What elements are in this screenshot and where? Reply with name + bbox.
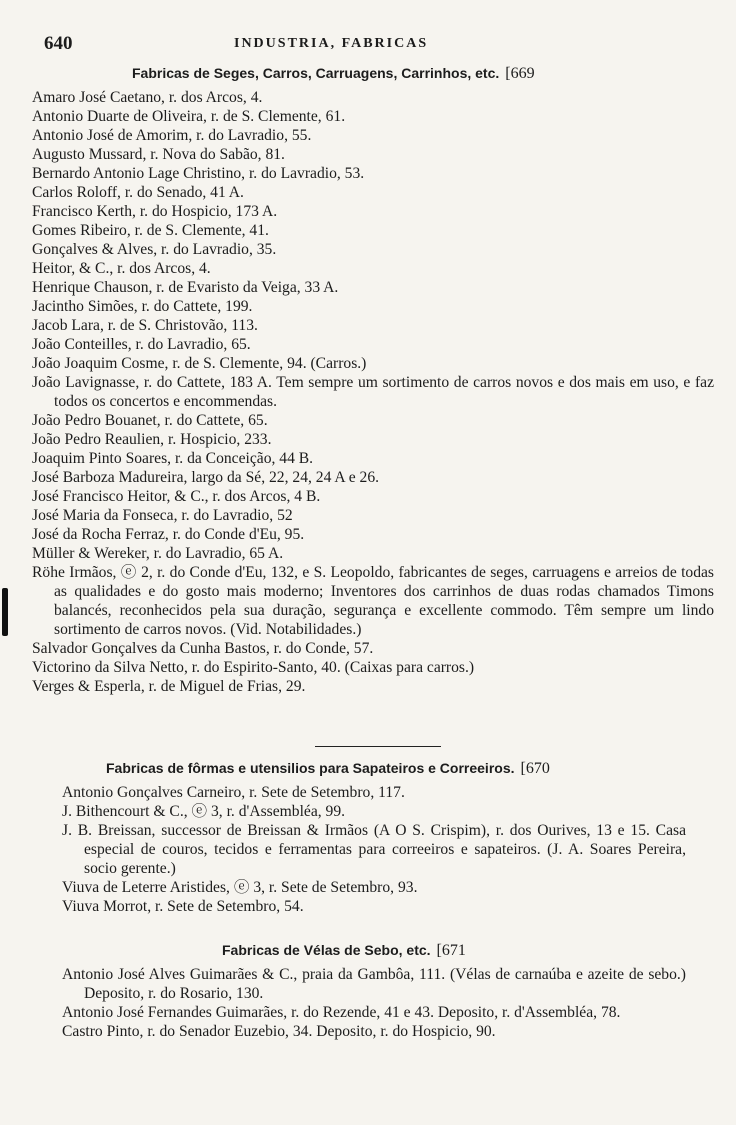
list-item: Röhe Irmãos, ⓔ 2, r. do Conde d'Eu, 132, e S. Leopoldo, fabricantes de seges, carruagens e arreios de todas as qualidades e do gosto mais moderno; Inventores dos carrinhos de duas rodas chamados Timons balancés, reconhecidos pela sua duração, segurança e excellente commodo. Têm sempre um lindo sortimento de carros novos. (Vid. Notabilidades.) [32, 564, 714, 638]
list-item: J. B. Breissan, successor de Breissan & Irmãos (A O S. Crispim), r. dos Ourives, 13 e 15. Casa especial de couros, tecidos e ferramentas para correeiros e sapateiros. (J. A. Soares Pereira, socio gerente.) [62, 822, 686, 877]
list-item: Joaquim Pinto Soares, r. da Conceição, 44 B. [32, 450, 314, 467]
section-ref: [671 [436, 942, 466, 959]
section-title: Fabricas de Vélas de Sebo, etc. [222, 942, 431, 958]
entry-list [62, 965, 686, 1041]
section-title: Fabricas de fôrmas e utensilios para Sapateiros e Correeiros. [106, 760, 515, 776]
list-item: Antonio José Fernandes Guimarães, r. do Rezende, 41 e 43. Deposito, r. d'Assembléa, 78. [62, 1004, 621, 1021]
running-head [44, 33, 700, 59]
list-item: José da Rocha Ferraz, r. do Conde d'Eu, 95. [32, 526, 305, 543]
list-item: Antonio Gonçalves Carneiro, r. Sete de Setembro, 117. [62, 784, 405, 801]
list-item: Carlos Roloff, r. do Senado, 41 A. [32, 184, 244, 201]
section-divider [315, 746, 441, 747]
list-item: Viuva Morrot, r. Sete de Setembro, 54. [62, 898, 304, 915]
list-item: Antonio Duarte de Oliveira, r. de S. Clemente, 61. [32, 108, 346, 125]
list-item: Antonio José Alves Guimarães & C., praia da Gambôa, 111. (Vélas de carnaúba e azeite de sebo.) Deposito, r. do Rosario, 130. [62, 966, 686, 1002]
list-item: Jacob Lara, r. de S. Christovão, 113. [32, 317, 258, 334]
entry-list [62, 783, 686, 916]
section-heading [0, 65, 736, 83]
list-item: Castro Pinto, r. do Senador Euzebio, 34. Deposito, r. do Hospicio, 90. [62, 1023, 496, 1040]
section-seges-carros [0, 65, 736, 696]
list-item: Augusto Mussard, r. Nova do Sabão, 81. [32, 146, 285, 163]
page-number: 640 [44, 33, 73, 54]
section-heading [0, 760, 736, 778]
list-item: João Lavignasse, r. do Cattete, 183 A. Tem sempre um sortimento de carros novos e dos mais em uso, e faz todos os concertos e encommendas. [32, 374, 714, 410]
list-item: José Maria da Fonseca, r. do Lavradio, 52 [32, 507, 293, 524]
list-item: Victorino da Silva Netto, r. do Espirito-Santo, 40. (Caixas para carros.) [32, 659, 475, 676]
list-item: João Pedro Reaulien, r. Hospicio, 233. [32, 431, 272, 448]
list-item: Verges & Esperla, r. de Miguel de Frias, 29. [32, 678, 306, 695]
list-item: Henrique Chauson, r. de Evaristo da Veiga, 33 A. [32, 279, 339, 296]
entry-list [32, 88, 714, 696]
list-item: Salvador Gonçalves da Cunha Bastos, r. do Conde, 57. [32, 640, 374, 657]
list-item: Antonio José de Amorim, r. do Lavradio, 55. [32, 127, 312, 144]
list-item: João Joaquim Cosme, r. de S. Clemente, 94. (Carros.) [32, 355, 367, 372]
list-item: João Pedro Bouanet, r. do Cattete, 65. [32, 412, 268, 429]
list-item: José Barboza Madureira, largo da Sé, 22, 24, 24 A e 26. [32, 469, 380, 486]
running-title: INDUSTRIA, FABRICAS [234, 36, 429, 51]
section-heading [0, 942, 736, 960]
list-item: Gonçalves & Alves, r. do Lavradio, 35. [32, 241, 277, 258]
section-ref: [669 [505, 65, 535, 82]
list-item: Bernardo Antonio Lage Christino, r. do Lavradio, 53. [32, 165, 365, 182]
list-item: Francisco Kerth, r. do Hospicio, 173 A. [32, 203, 278, 220]
list-item: João Conteilles, r. do Lavradio, 65. [32, 336, 251, 353]
list-item: Jacintho Simões, r. do Cattete, 199. [32, 298, 253, 315]
list-item: Gomes Ribeiro, r. de S. Clemente, 41. [32, 222, 269, 239]
list-item: Viuva de Leterre Aristides, ⓔ 3, r. Sete de Setembro, 93. [62, 879, 418, 896]
section-ref: [670 [520, 760, 550, 777]
section-title: Fabricas de Seges, Carros, Carruagens, Carrinhos, etc. [132, 65, 500, 81]
list-item: J. Bithencourt & C., ⓔ 3, r. d'Assembléa, 99. [62, 803, 346, 820]
list-item: José Francisco Heitor, & C., r. dos Arcos, 4 B. [32, 488, 321, 505]
list-item: Amaro José Caetano, r. dos Arcos, 4. [32, 89, 263, 106]
list-item: Heitor, & C., r. dos Arcos, 4. [32, 260, 211, 277]
list-item: Müller & Wereker, r. do Lavradio, 65 A. [32, 545, 284, 562]
section-velas [0, 942, 736, 1041]
section-sapateiros [0, 760, 736, 916]
